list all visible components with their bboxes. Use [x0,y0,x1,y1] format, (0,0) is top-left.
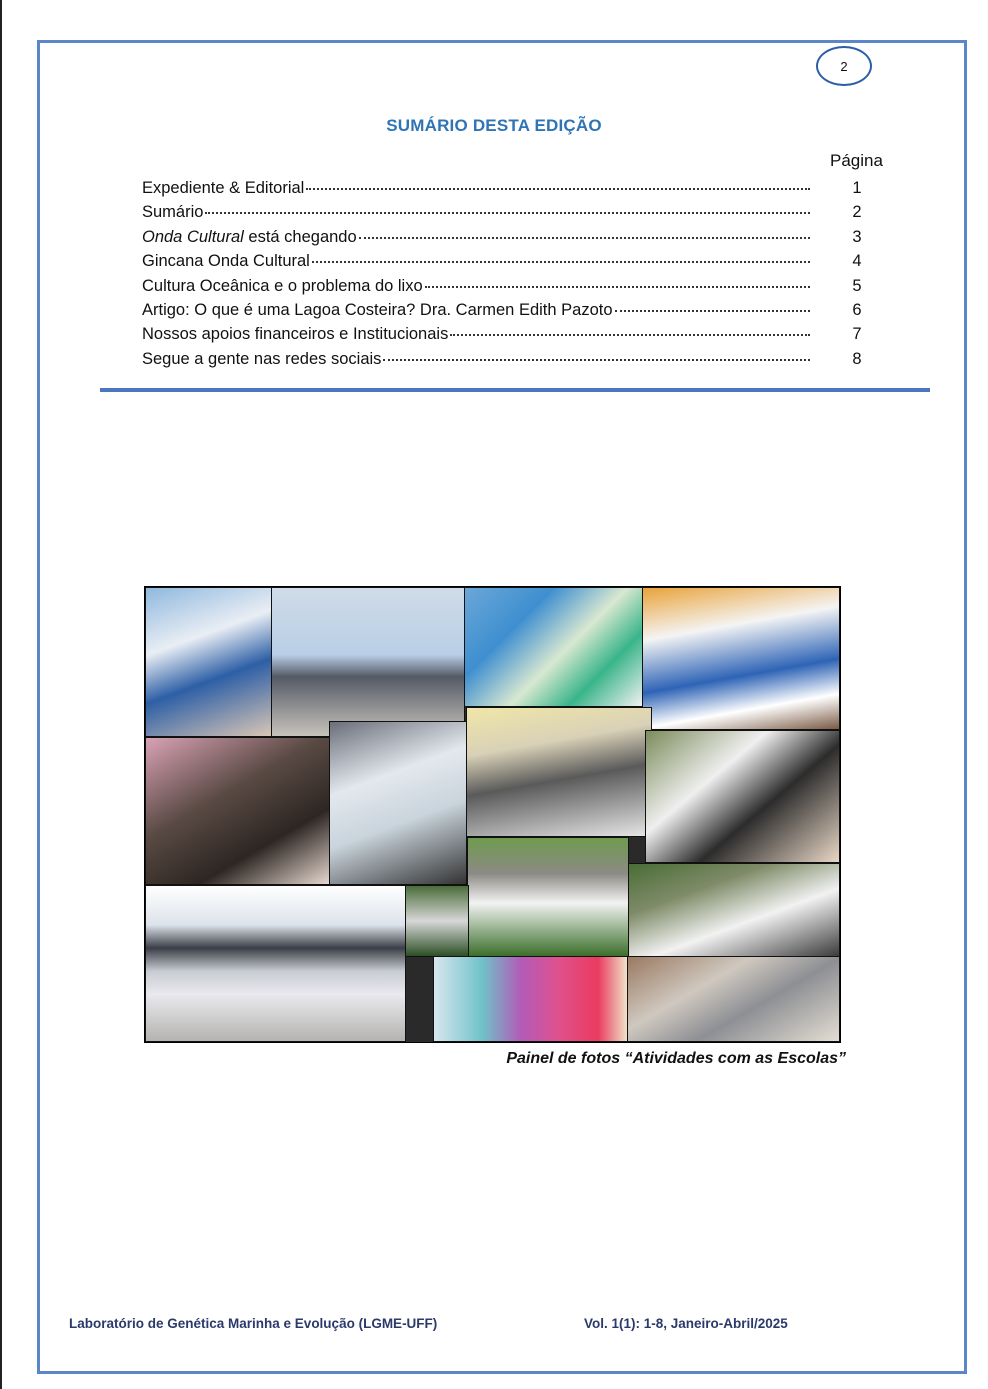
photo-collage [144,586,841,1043]
toc-entry-page: 7 [852,325,862,344]
toc-entry-page: 5 [852,276,862,295]
toc-dot-leader [205,196,810,214]
footer-lab-name: Laboratório de Genética Marinha e Evolução (LGME-UFF) [69,1316,438,1331]
toc-entry [142,346,872,370]
photo-colored-cups [433,956,628,1042]
toc-entry-title [142,277,423,296]
photo-table-microscopes [329,721,467,885]
toc-entry-title-text: Cultura Oceânica e o problema do lixo [142,276,423,295]
toc-entry-title [142,228,357,247]
photo-lab-room [466,707,652,837]
photo-beach-rocks [627,956,840,1042]
toc-entry-title-text: Segue a gente nas redes sociais [142,349,382,368]
toc-dot-leader [615,294,811,312]
toc-dot-leader [359,221,810,239]
page-number-badge: 2 [816,46,872,86]
photo-museum-group [145,885,406,1042]
photo-students-lab-green [464,587,643,707]
toc-dot-leader [312,245,810,263]
toc-entry-title-text: Gincana Onda Cultural [142,252,310,271]
toc-entry-title-text: Expediente & Editorial [142,179,305,197]
photo-classroom-tables [145,587,272,737]
toc-entry-title [142,179,304,198]
toc-dot-leader [306,172,810,190]
toc-entry-title [142,325,448,344]
toc-dot-leader [450,318,810,336]
toc-entry-page: 2 [852,203,862,222]
toc-entry-title-text: Nossos apoios financeiros e Institucionais [142,325,449,344]
toc-entry-title [142,203,203,222]
toc-entry-page: 8 [852,349,862,368]
photo-caption: Painel de fotos “Atividades com as Escolas” [506,1050,846,1067]
toc-entry-page: 3 [852,227,862,246]
toc-entry-title-text: Artigo: O que é uma Lagoa Costeira? Dra. Carmen Edith Pazoto [142,300,613,319]
toc-entry-title-text: Sumário [142,203,204,222]
toc-dot-leader [425,270,810,288]
toc-entry-page: 1 [852,179,862,197]
photo-group-kneeling [145,737,330,885]
photo-trail-sign [628,863,840,957]
toc-dot-leader [383,343,810,361]
section-divider [100,388,930,392]
toc-entry-page: 4 [852,252,862,271]
photo-outdoor-crowd [405,885,469,957]
photo-classroom-circle [271,587,465,737]
toc-page-column-header: Página [830,151,883,170]
photo-students-huddle [645,730,840,863]
photo-garden-visit [467,837,629,957]
table-of-contents [142,175,872,370]
footer-volume-info: Vol. 1(1): 1-8, Janeiro-Abril/2025 [584,1316,788,1331]
toc-entry-title-italic: Onda Cultural [142,227,244,246]
toc-entry-title [142,301,613,320]
left-page-edge [0,0,2,1389]
toc-entry-title [142,350,381,369]
toc-entry-title [142,252,310,271]
page-title: SUMÁRIO DESTA EDIÇÃO [386,116,602,135]
toc-entry-page: 6 [852,300,862,319]
photo-students-writing [642,587,840,730]
toc-entry-title-text: está chegando [243,227,357,246]
